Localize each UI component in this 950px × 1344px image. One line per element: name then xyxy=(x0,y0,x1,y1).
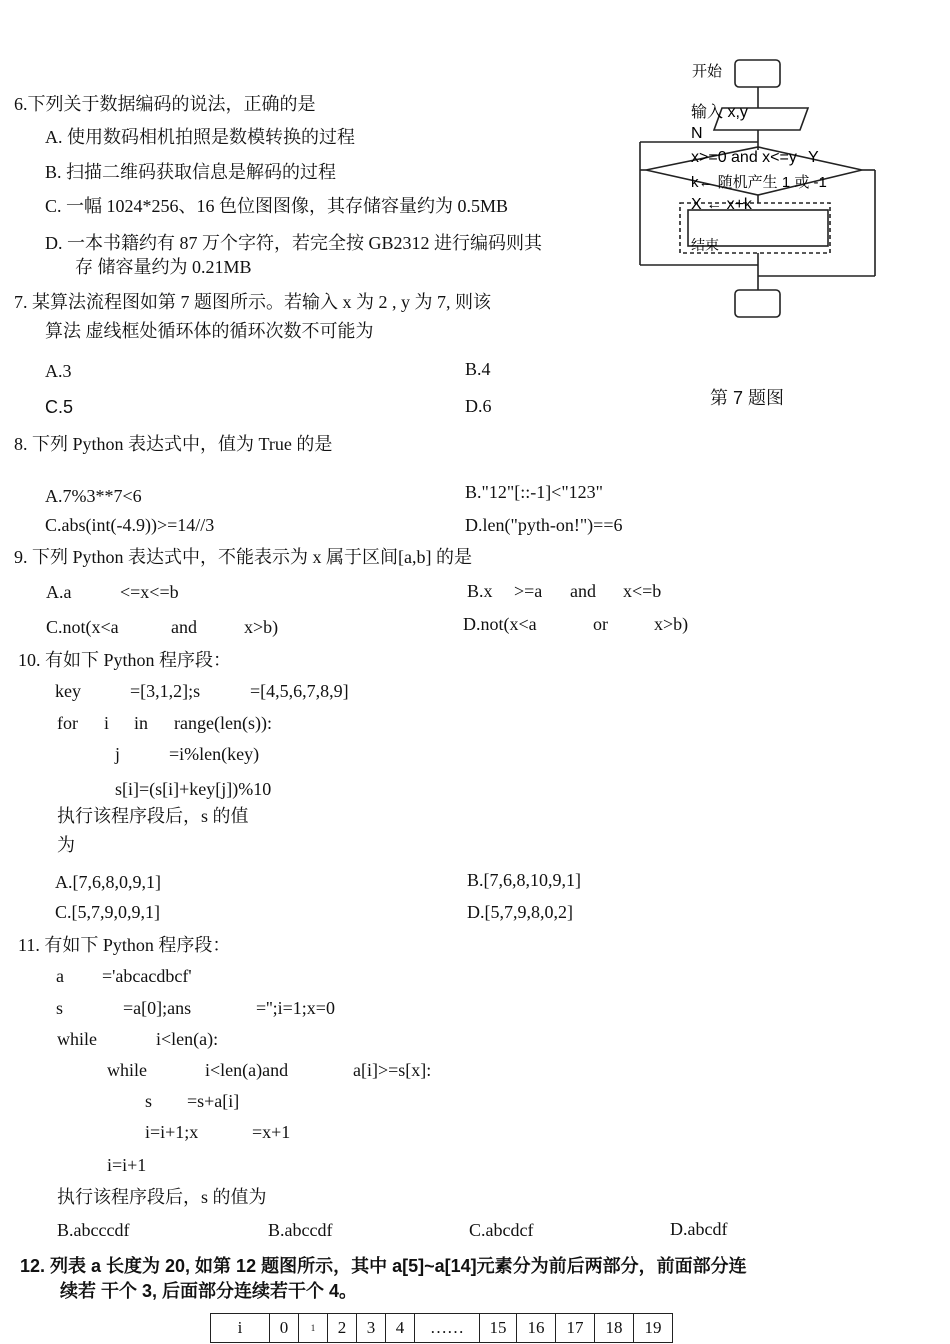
table-cell: 16 xyxy=(517,1314,556,1343)
q12-line2: 续若 干个 3, 后面部分连续若干个 4。 xyxy=(60,1281,358,1301)
table-cell: 0 xyxy=(270,1314,299,1343)
q6-option-d-line2: 存 储容量约为 0.21MB xyxy=(75,257,252,277)
q11-after: 执行该程序段后，s 的值为 xyxy=(57,1187,267,1207)
table-cell: …… xyxy=(415,1314,480,1343)
q10-option-b: B.[7,6,8,10,9,1] xyxy=(467,870,581,890)
flowchart-start-label: 开始 xyxy=(692,63,723,80)
table-cell: 1 xyxy=(299,1314,328,1343)
q8-option-a: A.7%3**7<6 xyxy=(45,486,142,506)
q6-option-b: B. 扫描二维码获取信息是解码的过程 xyxy=(45,162,337,182)
flowchart-input-label: 输入 x,y xyxy=(691,104,748,121)
flowchart-step2-label: X ← x+k xyxy=(691,196,752,213)
q10-stem: 10. 有如下 Python 程序段： xyxy=(18,650,232,670)
q8-option-d: D.len("pyth-on!")==6 xyxy=(465,515,623,535)
q10-after-line2: 为 xyxy=(57,835,75,855)
table-cell: 3 xyxy=(357,1314,386,1343)
flowchart-condition-label: x>=0 and x<=y xyxy=(691,149,797,166)
q11-code-line7: i=i+1 xyxy=(107,1155,147,1175)
flowchart-step1-label: k← 随机产生 1 或 -1 xyxy=(691,174,827,191)
q7-option-a: A.3 xyxy=(45,361,72,381)
q7-option-b: B.4 xyxy=(465,359,491,379)
q9-stem: 9. 下列 Python 表达式中，不能表示为 x 属于区间[a,b] 的是 xyxy=(14,547,472,567)
flowchart-end-label: 结束 xyxy=(691,237,719,253)
q7-option-c: C.5 xyxy=(45,397,74,417)
q11-option-c: C.abcdcf xyxy=(469,1220,534,1240)
q6-option-d-line1: D. 一本书籍约有 87 万个字符，若完全按 GB2312 进行编码则其 xyxy=(45,233,543,253)
q8-option-b: B."12"[::-1]<"123" xyxy=(465,482,604,502)
table-cell: 19 xyxy=(634,1314,673,1343)
flowchart-end-box xyxy=(735,290,780,317)
table-cell: i xyxy=(211,1314,270,1343)
q10-code-line4: s[i]=(s[i]+key[j])%10 xyxy=(115,779,272,799)
table-row xyxy=(211,1314,673,1343)
table-cell: 15 xyxy=(480,1314,517,1343)
q12-index-table xyxy=(210,1313,673,1343)
q7-option-d: D.6 xyxy=(465,396,492,416)
q10-option-c: C.[5,7,9,0,9,1] xyxy=(55,902,160,922)
q12-line1: 12. 列表 a 长度为 20, 如第 12 题图所示，其中 a[5]~a[14]元素分为前后两部分，前面部分连 xyxy=(20,1256,747,1276)
q6-option-c: C. 一幅 1024*256、16 色位图图像，其存储容量约为 0.5MB xyxy=(45,196,509,216)
q10-after-line1: 执行该程序段后，s 的值 xyxy=(57,806,249,826)
table-cell: 18 xyxy=(595,1314,634,1343)
flowchart-start-box xyxy=(735,60,780,87)
figure-7-caption: 第 7 题图 xyxy=(710,388,785,408)
flowchart-n-label: N xyxy=(691,125,703,142)
q10-option-a: A.[7,6,8,0,9,1] xyxy=(55,872,161,892)
flowchart-y-label: Y xyxy=(808,149,819,166)
flowchart-figure xyxy=(630,50,890,330)
table-cell: 17 xyxy=(556,1314,595,1343)
q7-stem-line1: 7. 某算法流程图如第 7 题图所示。若输入 x 为 2 , y 为 7, 则该 xyxy=(14,292,491,312)
q10-option-d: D.[5,7,9,8,0,2] xyxy=(467,902,573,922)
q11-stem: 11. 有如下 Python 程序段： xyxy=(18,935,231,955)
q8-option-c: C.abs(int(-4.9))>=14//3 xyxy=(45,515,215,535)
q6-stem: 6.下列关于数据编码的说法，正确的是 xyxy=(14,94,316,114)
q7-stem-line2: 算法 虚线框处循环体的循环次数不可能为 xyxy=(45,321,374,341)
table-cell: 2 xyxy=(328,1314,357,1343)
q8-stem: 8. 下列 Python 表达式中，值为 True 的是 xyxy=(14,434,333,454)
q6-option-a: A. 使用数码相机拍照是数模转换的过程 xyxy=(45,127,355,147)
q11-option-b: B.abccdf xyxy=(268,1220,333,1240)
q11-option-a: B.abcccdf xyxy=(57,1220,130,1240)
q11-option-d: D.abcdf xyxy=(670,1219,728,1239)
table-cell: 4 xyxy=(386,1314,415,1343)
